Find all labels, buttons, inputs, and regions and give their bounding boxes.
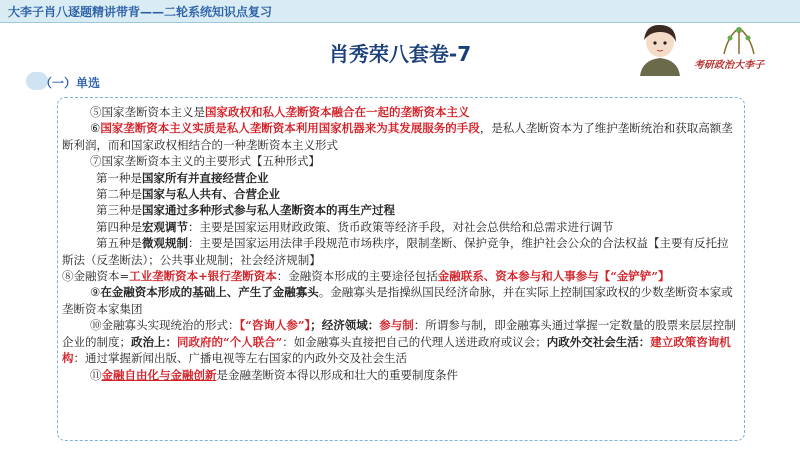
highlight-text: 国家垄断资本主义实质是私人垄断资本利用国家机器来为其发展服务的手段 (100, 121, 480, 136)
note-text: ⑥ (90, 121, 101, 136)
brand-logo-text: 考研政治大李子 (694, 60, 764, 71)
page-title: 肖秀荣八套卷-7 (328, 42, 472, 66)
note-5 (62, 104, 738, 120)
note-text: ：如金融寡头直接把自己的代理人送进政府或议会； (282, 334, 547, 349)
note-11 (62, 367, 738, 383)
course-header: 大李子肖八逐题精讲带背——二轮系统知识点复习 (8, 5, 273, 19)
bold-text: 在金融资本形成的基础上、产生了金融寡头 (100, 285, 319, 300)
highlight-text: 参与制 (379, 318, 414, 333)
highlight-text: 建立政策咨询机构 (62, 334, 731, 366)
note-text: 第二种是 (96, 187, 142, 202)
form-4 (62, 219, 738, 235)
teacher-avatar-illustration (632, 20, 688, 76)
form-1 (62, 170, 738, 186)
note-text: 第四种是 (96, 219, 142, 234)
section-heading: （一）单选 (40, 76, 101, 90)
form-3 (62, 202, 738, 218)
note-6 (62, 120, 738, 153)
note-text: ：金融资本形成的主要途径包括 (276, 269, 438, 284)
note-text: ⑤国家垄断资本主义是 (90, 105, 205, 119)
bold-text: 内政外交社会生活： (546, 334, 651, 349)
note-text: 第一种是 (96, 170, 142, 185)
note-text: 。金融寡头是指操纵国民经济命脉，并在实际上控制国家政权的少数垄断资本家或垄断资本家集团 (62, 285, 733, 316)
bold-text: 政治上： (131, 334, 177, 349)
note-text: ：通过掌握新闻出版、广播电视等左右国家的内政外交及社会生活 (73, 351, 407, 366)
brand-logo (694, 24, 784, 74)
highlight-text: 国家政权和私人垄断资本融合在一起的垄断资本主义 (205, 105, 470, 119)
note-text: ：主要是国家运用财政政策、货币政策等经济手段，对社会总供给和总需求进行调节 (188, 219, 614, 234)
note-text: ⑩金融寡头实现统治的形式： (90, 318, 240, 333)
tree-logo-icon (694, 24, 784, 58)
bold-text: 宏观调节 (142, 219, 188, 234)
bold-text: 国家所有并直接经营企业 (142, 170, 269, 185)
note-9 (62, 284, 738, 317)
form-5 (62, 235, 738, 268)
notes-text (62, 104, 738, 383)
highlight-text: 同政府的“个人联合” (177, 334, 283, 349)
highlight-text: 金融联系、资本参与和人事参与【“金铲铲”】 (437, 269, 670, 284)
bold-text: ；经济领域： (310, 318, 380, 333)
note-text: 第五种是 (96, 236, 142, 251)
bold-text: 国家与私人共有、合营企业 (142, 187, 280, 202)
highlight-text: 工业垄断资本+银行垄断资本 (129, 269, 277, 284)
note-text: ⑨ (90, 285, 101, 300)
highlight-text: 【“咨询人参”】 (239, 318, 311, 333)
note-text: 是金融垄断资本得以形成和壮大的重要制度条件 (216, 367, 458, 382)
bold-text: 微观规制 (142, 236, 188, 251)
bold-text: 国家通过多种形式参与私人垄断资本的再生产过程 (142, 203, 395, 218)
highlight-text: 金融自由化与金融创新 (101, 367, 217, 382)
note-text: 第三种是 (96, 203, 142, 218)
note-text: ，是私人垄断资本为了维护垄断统治和获取高额垄断利润，而和国家政权相结合的一种垄断资本主义形式 (62, 121, 733, 152)
note-text: ⑦国家垄断资本主义的主要形式【五种形式】 (90, 154, 320, 169)
note-10 (62, 317, 738, 366)
form-2 (62, 186, 738, 202)
note-text: ⑧金融资本= (62, 269, 130, 284)
note-text: ：所谓参与制，即金融寡头通过掌握一定数量的股票来层层控制企业的制度； (62, 318, 736, 349)
note-text: ⑪ (90, 367, 102, 382)
note-8 (62, 268, 738, 284)
note-text: ：主要是国家运用法律手段规范市场秩序，限制垄断、保护竞争，维护社会公众的合法权益【主要有反托拉斯法（反垄断法）；公共事业规制；社会经济规制】 (62, 236, 729, 267)
note-7 (62, 153, 738, 169)
